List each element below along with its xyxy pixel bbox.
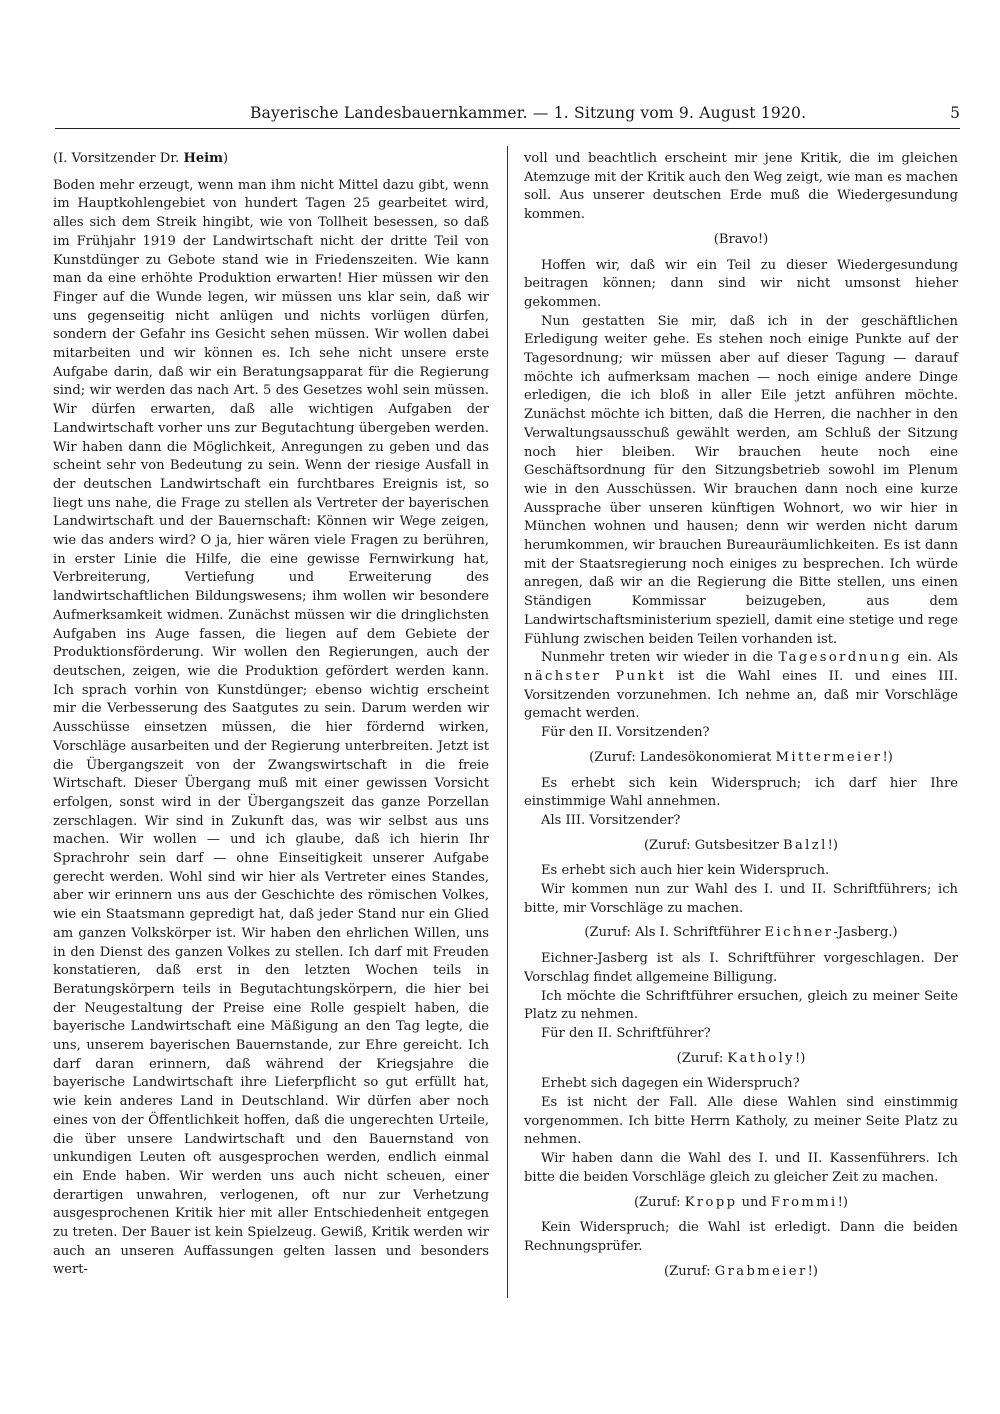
- paragraph: Kein Widerspruch; die Wahl ist erledigt. Dann die beiden Rechnungsprüfer.: [524, 1220, 958, 1254]
- interjection-bravo: (Bravo!): [713, 231, 769, 247]
- paragraph: Es erhebt sich auch hier kein Widerspruch.: [541, 863, 830, 879]
- paragraph: Erhebt sich dagegen ein Widerspruch?: [541, 1076, 800, 1092]
- header-rule: [55, 128, 960, 129]
- left-column: [53, 150, 489, 1280]
- paragraph: Es ist nicht der Fall. Alle diese Wahlen sind einstimmig vorgenommen. Ich bitte Herrn Katholy, zu meiner Seite Platz zu nehmen.: [524, 1095, 958, 1148]
- page-header: [55, 104, 960, 128]
- speaker-line: (I. Vorsitzender Dr. Heim): [53, 151, 229, 166]
- right-column: [524, 150, 958, 1288]
- interjection: (Zuruf: Als I. Schriftführer Eichner-Jasberg.): [584, 925, 898, 941]
- paragraph: Wir kommen nun zur Wahl des I. und II. Schriftführers; ich bitte, mir Vorschläge zu machen.: [524, 882, 958, 916]
- interjection: (Zuruf: Gutsbesitzer Balzl!): [643, 837, 839, 853]
- paragraph: Ich möchte die Schriftführer ersuchen, gleich zu meiner Seite Platz zu nehmen.: [524, 988, 958, 1023]
- paragraph: Hoffen wir, daß wir ein Teil zu dieser Wiedergesundung beitragen können; dann sind wir nicht umsonst hieher gekommen.: [524, 257, 958, 310]
- column-separator: [507, 146, 508, 1298]
- paragraph: Nun gestatten Sie mir, daß ich in der geschäftlichen Erledigung weiter gehe. Es stehen noch einige Punkte auf der Tagesordnung; wir müssen aber auf dieser Tagung — darauf möchte ich aufmerksam machen — noch einige andere Dinge erledigen, die ich bloß in aller Eile jetzt anführen möchte. Zunächst möchte ich bitten, daß die Herren, die nachher in den Verwaltungsausschuß gewählt werden, am Schluß der Sitzung noch hier bleiben. Wir brauchen heute noch eine Geschäftsordnung für den Sitzungsbetrieb sowohl im Plenum wie in den Ausschüssen. Wir brauchen dann noch eine kurze Aussprache über unseren künftigen Wohnort, wo wir hier in München wohnen und hausen; denn wir werden nicht darum herumkommen, wir brauchen Bureauräumlichkeiten. Es ist dann mit der Staatsregierung noch einiges zu besprechen. Ich würde anregen, daß wir an die Regierung die Bitte stellen, uns einen Ständigen Kommissar beizugeben, aus dem Landwirtschaftsministerium speziell, damit eine stetige und rege Fühlung zwischen beiden Teilen vorhanden ist.: [524, 313, 958, 647]
- paragraph: Für den II. Vorsitzenden?: [541, 725, 710, 741]
- paragraph: voll und beachtlich erscheint mir jene Kritik, die im gleichen Atemzuge mit der Kritik auch den Weg zeigt, wie man es machen soll. Aus unserer deutschen Erde muß die Wiedergesundung kommen.: [524, 151, 958, 223]
- speaker-name: Heim: [183, 151, 223, 166]
- running-title: Bayerische Landesbauernkammer. — 1. Sitzung vom 9. August 1920.: [250, 104, 807, 122]
- paragraph: Als III. Vorsitzender?: [541, 812, 681, 828]
- paragraph-agenda: Nunmehr treten wir wieder in die Tagesordnung ein. Als nächster Punkt ist die Wahl eines II. und eines III. Vorsitzenden vorzunehmen. Ich nehme an, daß mir Vorschläge gemacht werden.: [524, 650, 958, 722]
- paragraph: Es erhebt sich kein Widerspruch; ich darf hier Ihre einstimmige Wahl annehmen.: [524, 775, 958, 810]
- paragraph: Wir haben dann die Wahl des I. und II. Kassenführers. Ich bitte die beiden Vorschläge gleich zu gleicher Zeit zu machen.: [524, 1151, 958, 1185]
- paragraph: Für den II. Schriftführer?: [541, 1025, 711, 1041]
- paragraph: Eichner-Jasberg ist als I. Schriftführer vorgeschlagen. Der Vorschlag findet allgemeine Billigung.: [524, 951, 958, 985]
- page-number: 5: [950, 104, 960, 122]
- interjection: (Zuruf: Grabmeier!): [663, 1263, 818, 1279]
- left-body-text: Boden mehr erzeugt, wenn man ihm nicht Mittel dazu gibt, wenn im Hauptkohlengebiet von hundert Tagen 25 gearbeitet wird, alles sich dem Streik hingibt, wie von Tollheit besessen, so daß im Frühjahr 1919 der Landwirtschaft nicht der dritte Teil von Kunstdünger zu Gebote stand wie in Friedenszeiten. Wie kann man da eine erhöhte Produktion erwarten! Hier müssen wir den Finger auf die Wunde legen, wir müssen uns klar sein, daß wir uns gegenseitig nicht anlügen und nichts vorlügen dürfen, sondern der Gefahr ins Gesicht sehen müssen. Wir wollen dabei mitarbeiten und wir können es. Ich sehe nicht unsere erste Aufgabe darin, daß wir ein Beratungsapparat für die Regierung sind; wir werden das nach Art. 5 des Gesetzes wohl sein müssen. Wir dürfen erwarten, daß alle wichtigen Aufgaben der Landwirtschaft vorher uns zur Begutachtung übergeben werden. Wir haben dann die Möglichkeit, Anregungen zu geben und das scheint sehr von Bedeutung zu sein. Wenn der riesige Ausfall in der deutschen Landwirtschaft ein furchtbares Ereignis ist, so liegt uns nahe, die Frage zu stellen als Vertreter der bayerischen Landwirtschaft und der Bauernschaft: Können wir Wege zeigen, wie das anders wird? O ja, hier wären viele Fragen zu berühren, in erster Linie die Hilfe, die eine gewisse Fernwirkung hat, Verbreiterung, Vertiefung und Erweiterung des landwirtschaftlichen Bildungswesens; ihm wollen wir besondere Aufmerksamkeit widmen. Zunächst müssen wir die dringlichsten Aufgaben ins Auge fassen, die liegen auf dem Gebiete der Produktionsförderung. Wir wollen den Regierungen, auch der deutschen, zeigen, wie die Produktion gefördert werden kann. Ich sprach vorhin von Kunstdünger; ebenso wichtig erscheint mir die Verbesserung des Saatgutes zu sein. Darum werden wir Ausschüsse einsetzen müssen, die hier fördernd wirken, Vorschläge ausarbeiten und der Regierung unterbreiten. Jetzt ist die Übergangszeit von der Zwangswirtschaft in die freie Wirtschaft. Dieser Übergang muß mit einer gewissen Vorsicht erfolgen, sonst wird in der Übergangszeit das ganze Porzellan zerschlagen. Wir sind in Zukunft das, was wir selbst aus uns machen. Wir wollen — und ich glaube, daß ich hierin Ihr Sprachrohr sein darf — ohne Einseitigkeit unserer Aufgabe gerecht werden. Wohl sind wir hier als Vertreter eines Standes, aber wir erinnern uns aus der Geschichte des römischen Volkes, wie ein Staatsmann gepredigt hat, daß jeder Stand nur ein Glied am ganzen Volkskörper ist. Wir haben den ehrlichen Willen, uns in den Dienst des ganzen Volkes zu stellen. Ich darf mit Freuden konstatieren, daß erst in den letzten Wochen teils in Beratungskörpern teils in Begutachtungskörpern, die hier bei der Neugestaltung der Preise eine Rolle gespielt haben, die bayerische Landwirtschaft eine Mäßigung an den Tag legte, die uns, unserem bayerischen Bauernstande, zur Ehre gereicht. Ich darf daran erinnern, daß während der Kriegsjahre die bayerische Landwirtschaft ihre Lieferpflicht so gut erfüllt hat, wie kein anderes Land in Deutschland. Wir dürfen aber noch eines von der Öffentlichkeit hoffen, daß die ungerechten Urteile, die über unsere Landwirtschaft und den Bauernstand von unkundigen Leuten oft ausgesprochen werden, endlich einmal ein Ende haben. Wir werden uns auch nicht scheuen, einer derartigen unwahren, verlogenen, oft nur zur Verhetzung ausgesprochenen Kritik hier mit aller Entschiedenheit entgegen zu treten. Der Bauer ist kein Spielzeug. Gewiß, Kritik werden wir auch an unseren Auffassungen gelten lassen und besonders wert-: [53, 177, 489, 1278]
- interjection: (Zuruf: Landesökonomierat Mittermeier!): [589, 749, 893, 765]
- interjection: (Zuruf: Kropp und Frommi!): [633, 1194, 849, 1210]
- interjection: (Zuruf: Katholy!): [676, 1050, 806, 1066]
